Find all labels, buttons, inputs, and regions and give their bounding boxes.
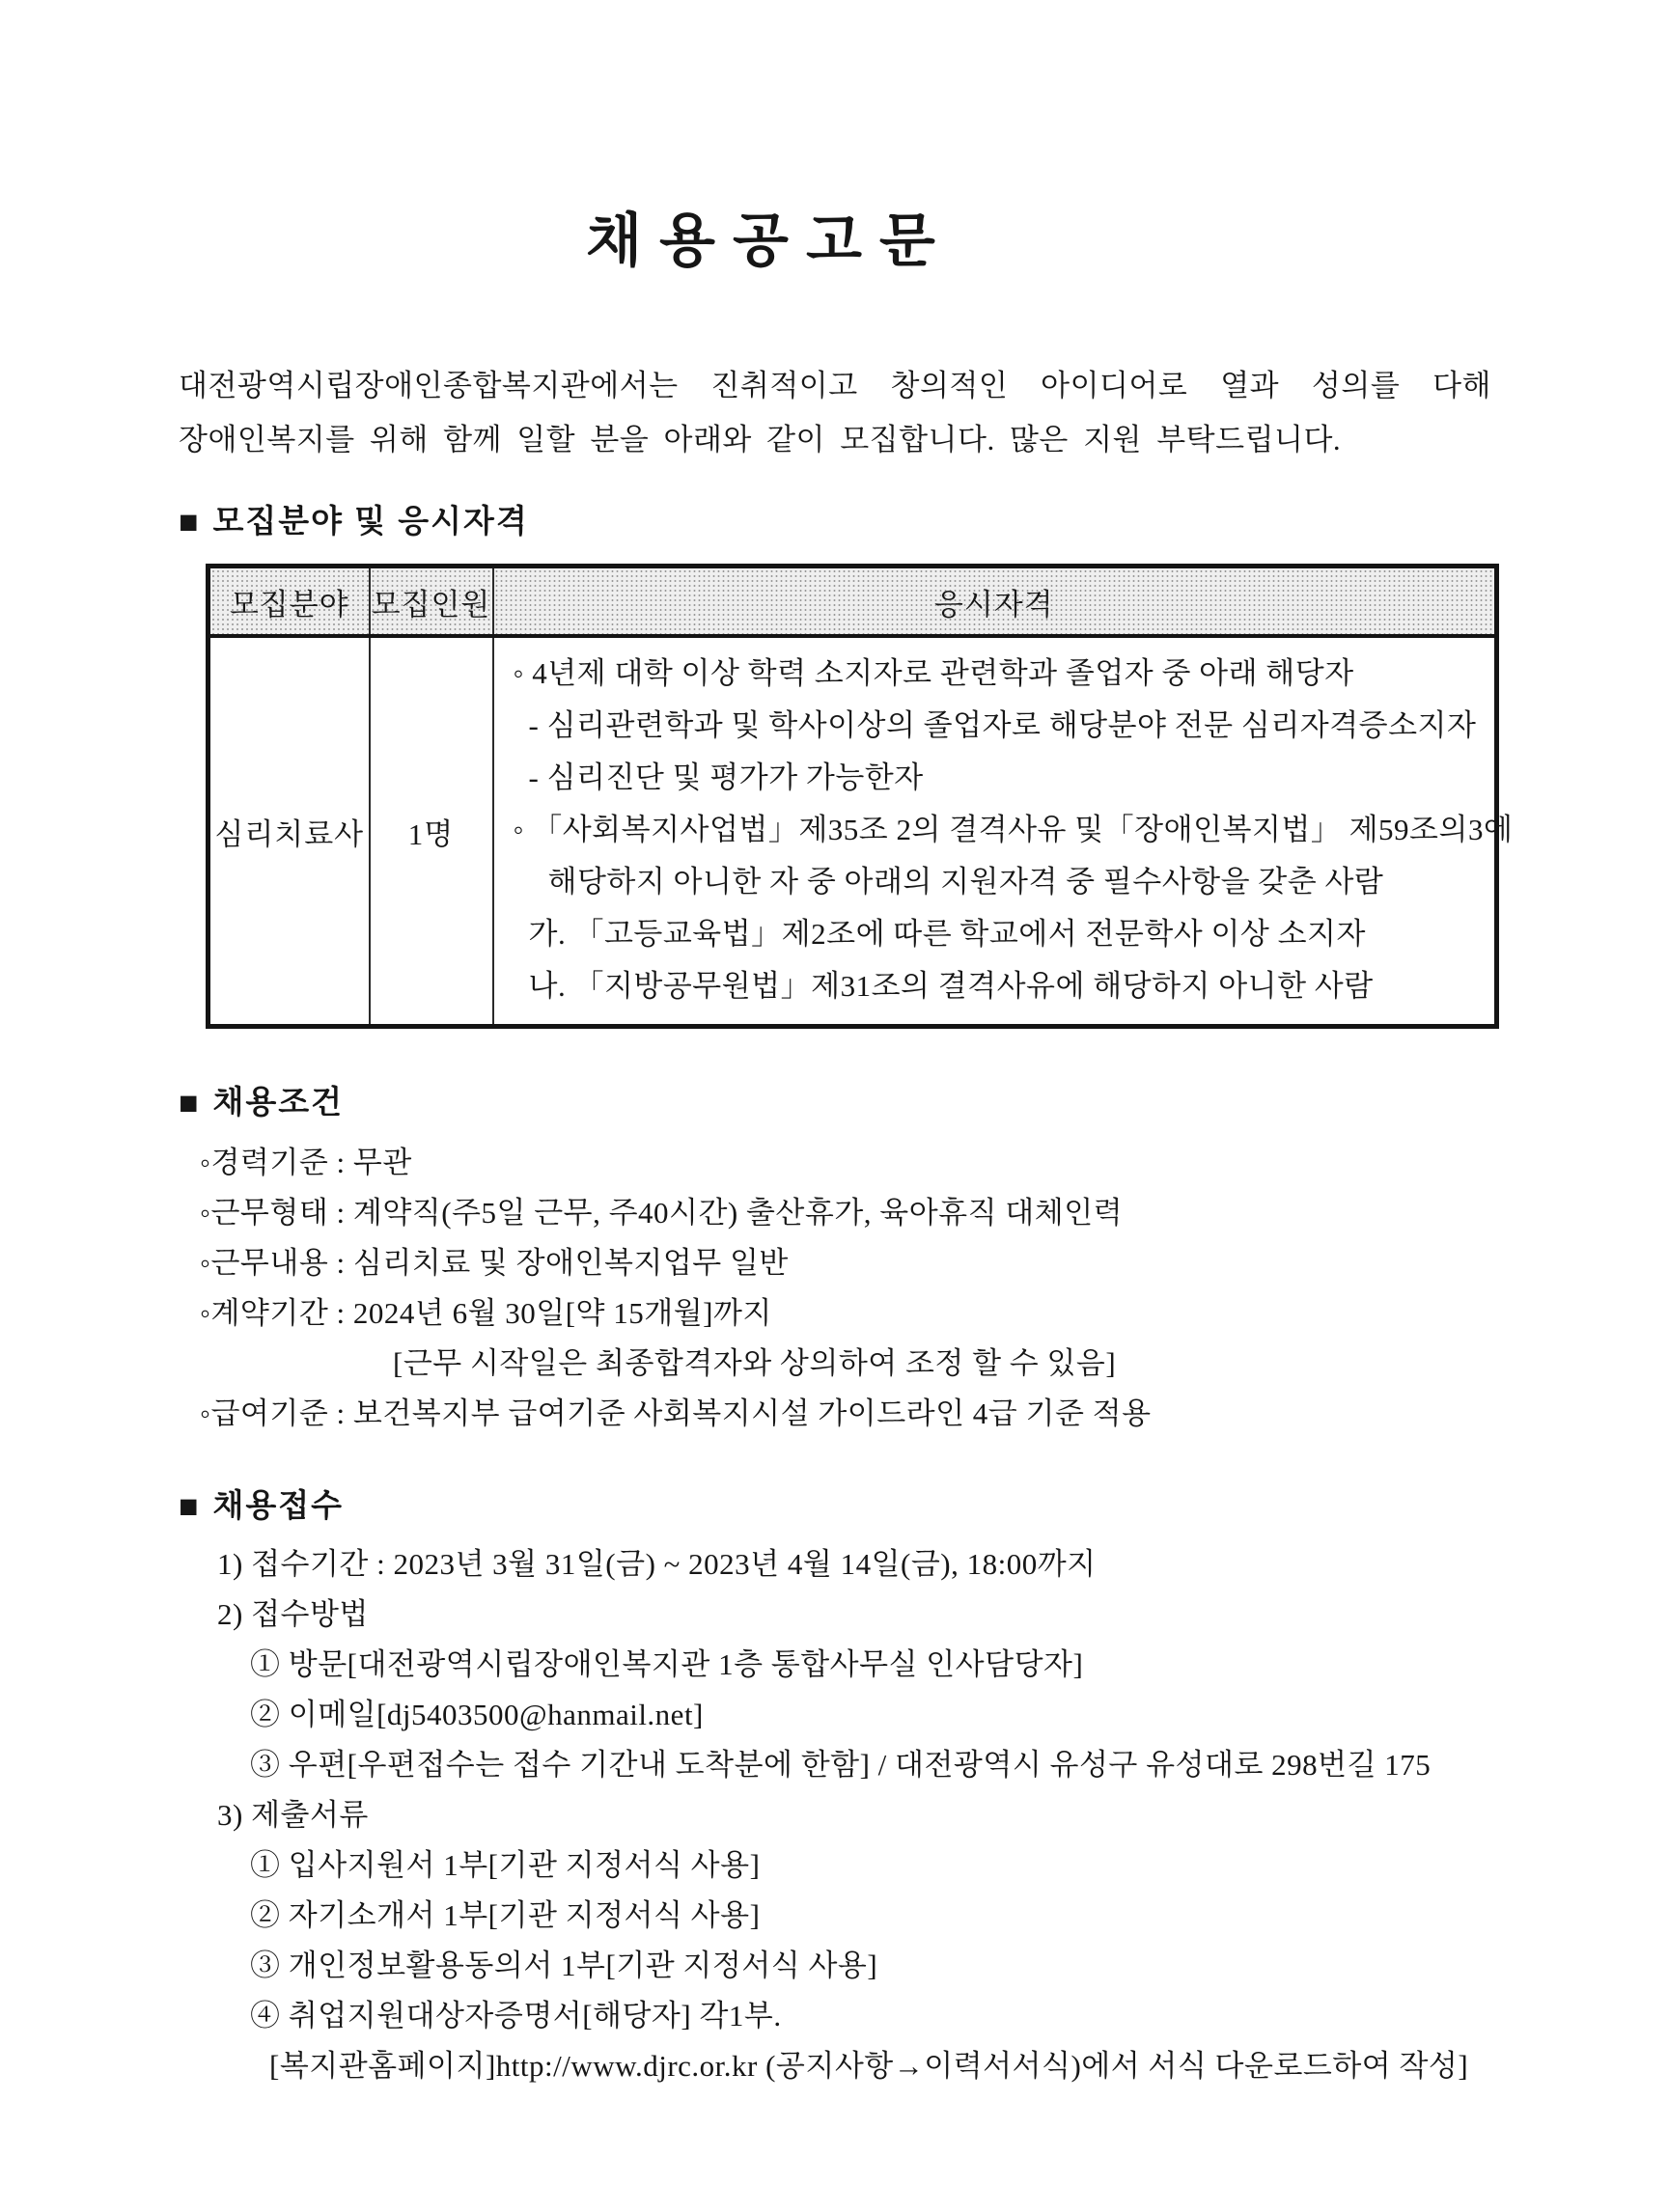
qualification-line: 해당하지 아니한 자 중 아래의 지원자격 중 필수사항을 갖춘 사람 <box>547 865 1384 899</box>
employment-conditions-list <box>179 1138 1491 1439</box>
square-bullet-icon: ■ <box>179 504 201 540</box>
condition-item-career: ◦경력기준 : 무관 <box>200 1146 412 1179</box>
condition-item-work-type: ◦근무형태 : 계약직(주5일 근무, 주40시간) 출산휴가, 육아휴직 대체인력 <box>200 1196 1124 1230</box>
section-heading-application <box>179 1486 1491 1526</box>
recruit-table <box>206 564 1514 1029</box>
cell-recruit-field: 심리치료사 <box>214 816 365 851</box>
table-header-row <box>208 567 1497 637</box>
apply-item-mail: ③ 우편[우편접수는 접수 기간내 도착분에 한함] / 대전광역시 유성구 유성대로 298번길 175 <box>250 1748 1432 1782</box>
section-heading-text: 모집분야 및 응시자격 <box>212 503 529 539</box>
qualification-line: 나. 「지방공무원법」제31조의 결격사유에 해당하지 아니한 사람 <box>528 969 1374 1003</box>
condition-item-contract-note: [근무 시작일은 최종합격자와 상의하여 조정 할 수 있음] <box>393 1346 1117 1380</box>
intro-line: 대전광역시립장애인종합복지관에서는 진취적이고 창의적인 아이디어로 열과 성의를 다해 <box>179 369 1491 402</box>
condition-item-contract-period: ◦계약기간 : 2024년 6월 30일[약 15개월]까지 <box>200 1296 772 1330</box>
qualification-line: 가. 「고등교육법」제2조에 따른 학교에서 전문학사 이상 소지자 <box>528 917 1366 951</box>
apply-item-email: ② 이메일[dj5403500@hanmail.net] <box>250 1698 704 1731</box>
apply-item-visit: ① 방문[대전광역시립장애인복지관 1층 통합사무실 인사담당자] <box>250 1647 1084 1681</box>
square-bullet-icon: ■ <box>179 1488 201 1525</box>
column-header-headcount: 모집인원 <box>370 567 493 637</box>
qualification-line: - 심리관련학과 및 학사이상의 졸업자로 해당분야 전문 심리자격증소지자 <box>528 708 1477 742</box>
application-list <box>179 1539 1491 2091</box>
qualification-line: ◦ 「사회복지사업법」제35조 2의 결격사유 및「장애인복지법」 제59조의3에 <box>513 813 1514 846</box>
apply-item-website-note: [복지관홈페이지]http://www.djrc.or.kr (공지사항→이력서서식)에서 서식 다운로드하여 작성] <box>269 2049 1469 2083</box>
apply-item-period: 1) 접수기간 : 2023년 3월 31일(금) ~ 2023년 4월 14일(금), 18:00까지 <box>217 1547 1097 1581</box>
column-header-qualification: 응시자격 <box>493 567 1497 637</box>
intro-line: 장애인복지를 위해 함께 일할 분을 아래와 같이 모집합니다. 많은 지원 부탁드립니다. <box>179 423 1342 456</box>
section-heading-text: 채용접수 <box>212 1487 345 1523</box>
column-header-field: 모집분야 <box>208 567 370 637</box>
condition-item-salary: ◦급여기준 : 보건복지부 급여기준 사회복지시설 가이드라인 4급 기준 적용 <box>200 1396 1152 1430</box>
cell-headcount: 1명 <box>370 636 493 1027</box>
apply-item-method-heading: 2) 접수방법 <box>217 1597 369 1631</box>
apply-item-documents-heading: 3) 제출서류 <box>217 1798 369 1832</box>
square-bullet-icon: ■ <box>179 1085 201 1121</box>
qualification-line: - 심리진단 및 평가가 가능한자 <box>528 760 924 794</box>
section-heading-recruit-fields <box>179 502 1491 541</box>
apply-item-self-introduction: ② 자기소개서 1부[기관 지정서식 사용] <box>250 1898 761 1932</box>
page-title: 채용공고문 <box>586 208 953 273</box>
apply-item-privacy-consent: ③ 개인정보활용동의서 1부[기관 지정서식 사용] <box>250 1949 878 1982</box>
condition-item-duties: ◦근무내용 : 심리치료 및 장애인복지업무 일반 <box>200 1246 789 1280</box>
apply-item-employment-support-cert: ④ 취업지원대상자증명서[해당자] 각1부. <box>250 1999 782 2032</box>
section-heading-text: 채용조건 <box>212 1084 345 1120</box>
cell-qualifications <box>493 636 1514 1027</box>
section-heading-employment-conditions <box>179 1083 1491 1122</box>
intro-paragraph <box>179 359 1491 467</box>
qualification-line: ◦ 4년제 대학 이상 학력 소지자로 관련학과 졸업자 중 아래 해당자 <box>513 656 1354 690</box>
apply-item-application-form: ① 입사지원서 1부[기관 지정서식 사용] <box>250 1848 761 1882</box>
table-row <box>208 636 1497 1027</box>
